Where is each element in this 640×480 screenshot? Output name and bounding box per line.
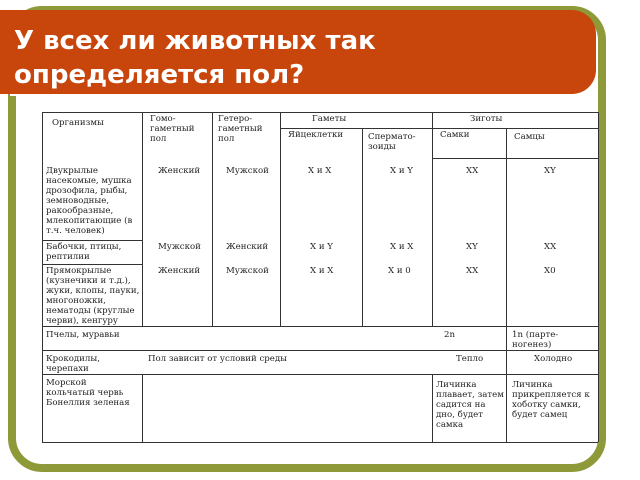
crocodiles-males: Холодно [534,354,573,364]
row-3-organism: Прямокрылые (кузнечики и т.д.), жуки, клопы, пауки, многоножки, нематоды (круглые черви), кенгуру [46,266,140,326]
crocodiles-note: Пол зависит от условий среды [148,354,287,364]
title-underline [10,94,566,96]
bees-females: 2n [444,330,456,340]
row-2-homo: Мужской [158,242,201,252]
bees-organism: Пчелы, муравьи [46,330,120,340]
row-3-sperm: Х и 0 [388,266,411,276]
slide-title-line-2: определяется пол? [14,60,305,90]
slide-title [14,24,584,92]
header-sperm: Спермато-зоиды [368,132,416,152]
row-1-females: XX [466,166,479,176]
header-eggs: Яйцеклетки [288,130,344,140]
row-3-eggs: Х и Х [310,266,334,276]
bonellia-females: Личинка плавает, затем садится на дно, будет самка [436,380,504,430]
header-females: Самки [440,130,470,140]
row-2-hetero: Женский [226,242,269,252]
row-2-eggs: Х и Y [310,242,333,252]
row-2-males: XX [544,242,557,252]
row-2-sperm: Х и Х [390,242,414,252]
title-band [0,10,596,94]
row-3-hetero: Мужской [226,266,269,276]
row-3-homo: Женский [158,266,201,276]
row-1-hetero: Мужской [226,166,269,176]
slide-title-line-1: У всех ли животных так [14,26,376,56]
row-3-females: XX [466,266,479,276]
crocodiles-females: Тепло [456,354,484,364]
row-3-males: X0 [544,266,556,276]
header-homogametic: Гомо-гаметный пол [150,114,195,144]
row-2-females: XY [466,242,478,252]
bonellia-organism: Морской кольчатый червь Бонеллия зеленая [46,378,130,408]
row-1-males: XY [544,166,556,176]
bees-males: 1n (парте-ногенез) [512,330,559,350]
row-1-sperm: Х и Y [390,166,413,176]
header-heterogametic: Гетеро-гаметный пол [218,114,263,144]
header-males: Самцы [514,132,545,142]
row-2-organism: Бабочки, птицы, рептилии [46,242,122,262]
crocodiles-organism: Крокодилы, черепахи [46,354,100,374]
row-1-organism: Двукрылые насекомые, мушка дрозофила, рыбы, земноводные, ракообразные, млекопитающие (в т.ч. человек) [46,166,133,236]
row-1-eggs: Х и Х [308,166,332,176]
bonellia-males: Личинка прикрепляется к хоботку самки, будет самец [512,380,590,420]
header-gametes: Гаметы [312,114,347,124]
header-organisms: Организмы [52,118,104,128]
header-zygotes: Зиготы [470,114,503,124]
row-1-homo: Женский [158,166,201,176]
